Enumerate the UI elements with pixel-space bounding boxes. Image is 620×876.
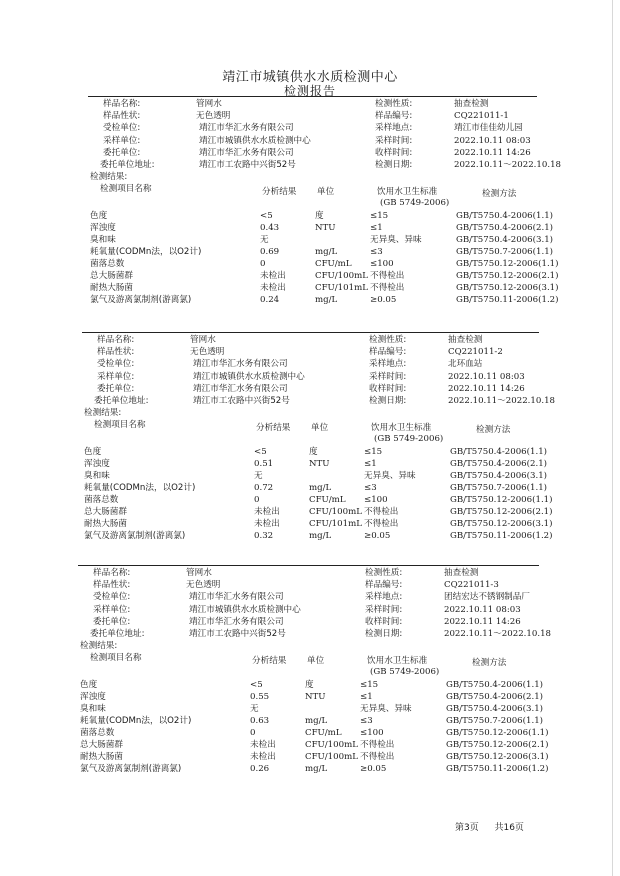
label-test-date: 检测日期:: [375, 160, 413, 170]
table-row-unit: CFU/mL: [315, 259, 352, 269]
value-sample-no: CQ221011-2: [448, 347, 503, 358]
col-standard-header: 饮用水卫生标准: [371, 423, 432, 433]
value-test-date: 2022.10.11～2022.10.18: [448, 396, 556, 406]
table-row-unit: CFU/mL: [305, 728, 342, 738]
table-row-item: 臭和味: [90, 235, 116, 245]
col-unit-header: 单位: [317, 187, 335, 197]
table-row-unit: NTU: [309, 459, 330, 469]
col-method-header: 检测方法: [476, 425, 511, 435]
table-row-result: 0.55: [250, 692, 270, 702]
table-row-result: 0: [254, 495, 260, 505]
table-row-method: GB/T5750.4-2006(2.1): [456, 223, 554, 233]
col-result-header: 分析结果: [252, 656, 287, 666]
table-row-item: 耐热大肠菌: [90, 283, 133, 293]
value-receipt-time: 2022.10.11 14:26: [454, 147, 531, 158]
col-result-header: 分析结果: [256, 423, 291, 433]
label-test-nature: 检测性质:: [365, 568, 403, 578]
label-receipt-time: 收样时间:: [375, 147, 413, 158]
table-row-standard: ≥0.05: [370, 295, 397, 305]
results-label: 检测结果:: [90, 172, 128, 182]
table-row-unit: mg/L: [309, 483, 332, 493]
value-tested-unit: 靖江市华汇水务有限公司: [193, 359, 288, 370]
label-sample-name: 样品名称:: [97, 335, 135, 345]
table-row-standard: ≤3: [360, 716, 373, 726]
value-test-nature: 抽查检测: [454, 99, 489, 109]
table-row-standard: 不得检出: [370, 283, 405, 293]
value-sampling-site: 团结宏达不锈钢制品厂: [444, 592, 530, 603]
value-entrusting-unit: 靖江市华汇水务有限公司: [199, 147, 294, 158]
label-entrusting-address: 委托单位地址:: [94, 396, 149, 406]
table-row-standard: ≤1: [370, 223, 383, 233]
table-row-result: 0.69: [260, 247, 280, 257]
table-row-item: 总大肠菌群: [80, 740, 123, 750]
table-row-standard: ≤1: [364, 459, 377, 469]
table-row-method: GB/T5750.12-2006(3.1): [450, 519, 553, 529]
table-row-unit: CFU/101mL: [315, 283, 368, 293]
table-row-standard: ≤3: [370, 247, 383, 257]
label-test-nature: 检测性质:: [369, 335, 407, 345]
value-sampling-unit: 靖江市城镇供水水质检测中心: [193, 371, 305, 382]
table-row-item: 耗氧量(CODMn法，以O2计): [84, 483, 196, 493]
label-test-date: 检测日期:: [369, 396, 407, 406]
table-row-result: 无: [250, 704, 259, 714]
value-receipt-time: 2022.10.11 14:26: [444, 616, 521, 627]
table-row-item: 总大肠菌群: [84, 507, 127, 517]
table-row-standard: ≤100: [370, 259, 394, 269]
table-row-result: 0.63: [250, 716, 270, 726]
value-sampling-site: 靖江市佳佳幼儿园: [454, 123, 523, 134]
value-entrusting-address: 靖江市工农路中兴街52号: [199, 160, 296, 170]
value-sampling-time: 2022.10.11 08:03: [454, 135, 531, 146]
table-row-item: 耗氧量(CODMn法，以O2计): [80, 716, 192, 726]
label-test-nature: 检测性质:: [375, 99, 413, 109]
label-entrusting-address: 委托单位地址:: [90, 629, 145, 639]
label-sample-nature: 样品性状:: [93, 580, 131, 591]
col-item-header: 检测项目名称: [94, 420, 146, 430]
label-entrusting-unit: 委托单位:: [93, 616, 131, 627]
col-unit-header: 单位: [307, 656, 325, 666]
table-row-unit: NTU: [305, 692, 326, 702]
table-row-result: 0: [260, 259, 266, 269]
value-test-date: 2022.10.11～2022.10.18: [444, 629, 552, 639]
table-row-item: 浑浊度: [80, 692, 106, 702]
section-divider: [78, 565, 539, 566]
table-row-method: GB/T5750.12-2006(2.1): [456, 271, 559, 281]
value-sampling-time: 2022.10.11 08:03: [448, 371, 525, 382]
table-row-method: GB/T5750.4-2006(3.1): [446, 704, 544, 714]
value-entrusting-address: 靖江市工农路中兴街52号: [193, 396, 290, 406]
label-tested-unit: 受检单位:: [97, 359, 135, 370]
table-row-standard: 不得检出: [364, 507, 399, 517]
col-method-header: 检测方法: [472, 658, 507, 668]
col-standard-code: (GB 5749-2006): [374, 434, 444, 444]
table-row-unit: 度: [309, 447, 318, 457]
table-row-unit: CFU/100mL: [315, 271, 368, 281]
label-sampling-site: 采样地点:: [375, 123, 413, 134]
label-sample-nature: 样品性状:: [97, 347, 135, 358]
col-standard-header: 饮用水卫生标准: [367, 656, 428, 666]
col-method-header: 检测方法: [482, 189, 517, 199]
table-row-result: 未检出: [254, 507, 280, 517]
table-row-standard: 无异臭、异味: [364, 471, 416, 481]
table-row-standard: 无异臭、异味: [370, 235, 422, 245]
label-tested-unit: 受检单位:: [93, 592, 131, 603]
table-row-item: 浑浊度: [84, 459, 110, 469]
table-row-method: GB/T5750.7-2006(1.1): [446, 716, 544, 726]
table-row-item: 浑浊度: [90, 223, 116, 233]
label-sampling-time: 采样时间:: [369, 371, 407, 382]
table-row-method: GB/T5750.7-2006(1.1): [450, 483, 548, 493]
table-row-item: 氯气及游离氯制剂(游离氯): [84, 531, 186, 541]
table-row-item: 耗氧量(CODMn法，以O2计): [90, 247, 202, 257]
table-row-method: GB/T5750.4-2006(2.1): [446, 692, 544, 702]
label-test-date: 检测日期:: [365, 629, 403, 639]
table-row-method: GB/T5750.4-2006(1.1): [446, 680, 544, 690]
label-sample-no: 样品编号:: [365, 580, 403, 591]
table-row-standard: ≤3: [364, 483, 377, 493]
value-receipt-time: 2022.10.11 14:26: [448, 383, 525, 394]
table-row-result: 0.72: [254, 483, 274, 493]
table-row-item: 总大肠菌群: [90, 271, 133, 281]
table-row-result: 0.26: [250, 764, 270, 774]
table-row-item: 氯气及游离氯制剂(游离氯): [90, 295, 192, 305]
results-label: 检测结果:: [80, 641, 118, 651]
table-row-unit: CFU/100mL: [305, 740, 358, 750]
label-sampling-unit: 采样单位:: [93, 604, 131, 615]
col-result-header: 分析结果: [262, 187, 297, 197]
table-row-result: 未检出: [254, 519, 280, 529]
table-row-result: 0: [250, 728, 256, 738]
label-sampling-unit: 采样单位:: [97, 371, 135, 382]
value-test-date: 2022.10.11～2022.10.18: [454, 160, 562, 170]
report-subtitle: 检测报告: [283, 84, 336, 98]
page-number: 第3页: [455, 823, 479, 833]
table-row-standard: ≤1: [360, 692, 373, 702]
table-row-method: GB/T5750.4-2006(3.1): [456, 235, 554, 245]
label-entrusting-address: 委托单位地址:: [100, 160, 155, 170]
table-row-unit: CFU/100mL: [305, 752, 358, 762]
table-row-result: 0.32: [254, 531, 274, 541]
table-row-item: 臭和味: [84, 471, 110, 481]
table-row-method: GB/T5750.11-2006(1.2): [456, 295, 559, 305]
value-tested-unit: 靖江市华汇水务有限公司: [189, 592, 284, 603]
label-sample-name: 样品名称:: [103, 99, 141, 109]
table-row-unit: 度: [305, 680, 314, 690]
table-row-item: 耐热大肠菌: [84, 519, 127, 529]
value-sampling-unit: 靖江市城镇供水水质检测中心: [199, 135, 311, 146]
value-sample-name: 管网水: [190, 335, 216, 345]
table-row-method: GB/T5750.12-2006(3.1): [456, 283, 559, 293]
table-row-standard: 不得检出: [370, 271, 405, 281]
table-row-item: 色度: [90, 211, 108, 221]
results-label: 检测结果:: [84, 408, 122, 418]
table-row-result: 无: [254, 471, 263, 481]
value-sampling-time: 2022.10.11 08:03: [444, 604, 521, 615]
label-entrusting-unit: 委托单位:: [103, 147, 141, 158]
table-row-standard: ≤15: [370, 211, 389, 221]
table-row-result: 未检出: [260, 283, 286, 293]
value-sample-nature: 无色透明: [196, 111, 231, 122]
table-row-standard: ≤15: [360, 680, 379, 690]
label-sampling-time: 采样时间:: [365, 604, 403, 615]
col-standard-header: 饮用水卫生标准: [377, 187, 438, 197]
table-row-standard: 不得检出: [364, 519, 399, 529]
table-row-result: 0.51: [254, 459, 274, 469]
col-standard-code: (GB 5749-2006): [370, 667, 440, 677]
label-sampling-time: 采样时间:: [375, 135, 413, 146]
report-title: 靖江市城镇供水水质检测中心: [222, 70, 398, 85]
label-sample-nature: 样品性状:: [103, 111, 141, 122]
value-sample-name: 管网水: [196, 99, 222, 109]
page-total: 共16页: [494, 823, 524, 833]
table-row-result: 无: [260, 235, 269, 245]
value-entrusting-unit: 靖江市华汇水务有限公司: [193, 383, 288, 394]
table-row-standard: ≤100: [360, 728, 384, 738]
value-sample-no: CQ221011-1: [454, 111, 509, 122]
label-sample-no: 样品编号:: [375, 111, 413, 122]
table-row-standard: ≤100: [364, 495, 388, 505]
table-row-result: <5: [250, 680, 263, 690]
label-receipt-time: 收样时间:: [365, 616, 403, 627]
table-row-method: GB/T5750.4-2006(1.1): [456, 211, 554, 221]
value-sample-nature: 无色透明: [186, 580, 221, 591]
table-row-method: GB/T5750.4-2006(1.1): [450, 447, 548, 457]
table-row-method: GB/T5750.12-2006(2.1): [450, 507, 553, 517]
table-row-unit: mg/L: [309, 531, 332, 541]
table-row-method: GB/T5750.12-2006(1.1): [456, 259, 559, 269]
value-sampling-unit: 靖江市城镇供水水质检测中心: [189, 604, 301, 615]
table-row-item: 菌落总数: [84, 495, 119, 505]
table-row-method: GB/T5750.12-2006(2.1): [446, 740, 549, 750]
table-row-unit: mg/L: [315, 247, 338, 257]
table-row-item: 臭和味: [80, 704, 106, 714]
value-sample-name: 管网水: [186, 568, 212, 578]
table-row-method: GB/T5750.7-2006(1.1): [456, 247, 554, 257]
table-row-unit: mg/L: [305, 716, 328, 726]
label-receipt-time: 收样时间:: [369, 383, 407, 394]
table-row-result: 0.43: [260, 223, 280, 233]
value-tested-unit: 靖江市华汇水务有限公司: [199, 123, 294, 134]
table-row-unit: CFU/100mL: [309, 507, 362, 517]
table-row-item: 菌落总数: [90, 259, 125, 269]
table-row-method: GB/T5750.4-2006(2.1): [450, 459, 548, 469]
table-row-standard: 不得检出: [360, 740, 395, 750]
label-sampling-site: 采样地点:: [369, 359, 407, 370]
value-test-nature: 抽查检测: [444, 568, 479, 578]
table-row-item: 色度: [84, 447, 102, 457]
table-row-result: <5: [260, 211, 273, 221]
table-row-method: GB/T5750.12-2006(1.1): [450, 495, 553, 505]
col-item-header: 检测项目名称: [90, 653, 142, 663]
table-row-method: GB/T5750.11-2006(1.2): [450, 531, 553, 541]
value-entrusting-unit: 靖江市华汇水务有限公司: [189, 616, 284, 627]
table-row-unit: 度: [315, 211, 324, 221]
table-row-result: 未检出: [250, 740, 276, 750]
table-row-item: 耐热大肠菌: [80, 752, 123, 762]
table-row-method: GB/T5750.11-2006(1.2): [446, 764, 549, 774]
value-sample-no: CQ221011-3: [444, 580, 499, 591]
value-entrusting-address: 靖江市工农路中兴街52号: [189, 629, 286, 639]
table-row-unit: NTU: [315, 223, 336, 233]
value-sampling-site: 北环血站: [448, 359, 483, 370]
value-sample-nature: 无色透明: [190, 347, 225, 358]
table-row-result: 0.24: [260, 295, 280, 305]
table-row-method: GB/T5750.4-2006(3.1): [450, 471, 548, 481]
table-row-standard: ≤15: [364, 447, 383, 457]
col-unit-header: 单位: [311, 423, 329, 433]
table-row-unit: mg/L: [315, 295, 338, 305]
label-sampling-unit: 采样单位:: [103, 135, 141, 146]
table-row-standard: 无异臭、异味: [360, 704, 412, 714]
table-row-method: GB/T5750.12-2006(1.1): [446, 728, 549, 738]
label-sample-name: 样品名称:: [93, 568, 131, 578]
value-test-nature: 抽查检测: [448, 335, 483, 345]
col-item-header: 检测项目名称: [100, 184, 152, 194]
table-row-unit: CFU/mL: [309, 495, 346, 505]
col-standard-code: (GB 5749-2006): [380, 198, 450, 208]
table-row-item: 氯气及游离氯制剂(游离氯): [80, 764, 182, 774]
page-footer: [455, 820, 524, 833]
label-entrusting-unit: 委托单位:: [97, 383, 135, 394]
table-row-standard: ≥0.05: [360, 764, 387, 774]
label-tested-unit: 受检单位:: [103, 123, 141, 134]
table-row-item: 色度: [80, 680, 98, 690]
table-row-result: <5: [254, 447, 267, 457]
table-row-result: 未检出: [250, 752, 276, 762]
table-row-item: 菌落总数: [80, 728, 115, 738]
table-row-standard: ≥0.05: [364, 531, 391, 541]
label-sampling-site: 采样地点:: [365, 592, 403, 603]
table-row-unit: mg/L: [305, 764, 328, 774]
table-row-unit: CFU/101mL: [309, 519, 362, 529]
table-row-result: 未检出: [260, 271, 286, 281]
table-row-standard: 不得检出: [360, 752, 395, 762]
label-sample-no: 样品编号:: [369, 347, 407, 358]
table-row-method: GB/T5750.12-2006(3.1): [446, 752, 549, 762]
